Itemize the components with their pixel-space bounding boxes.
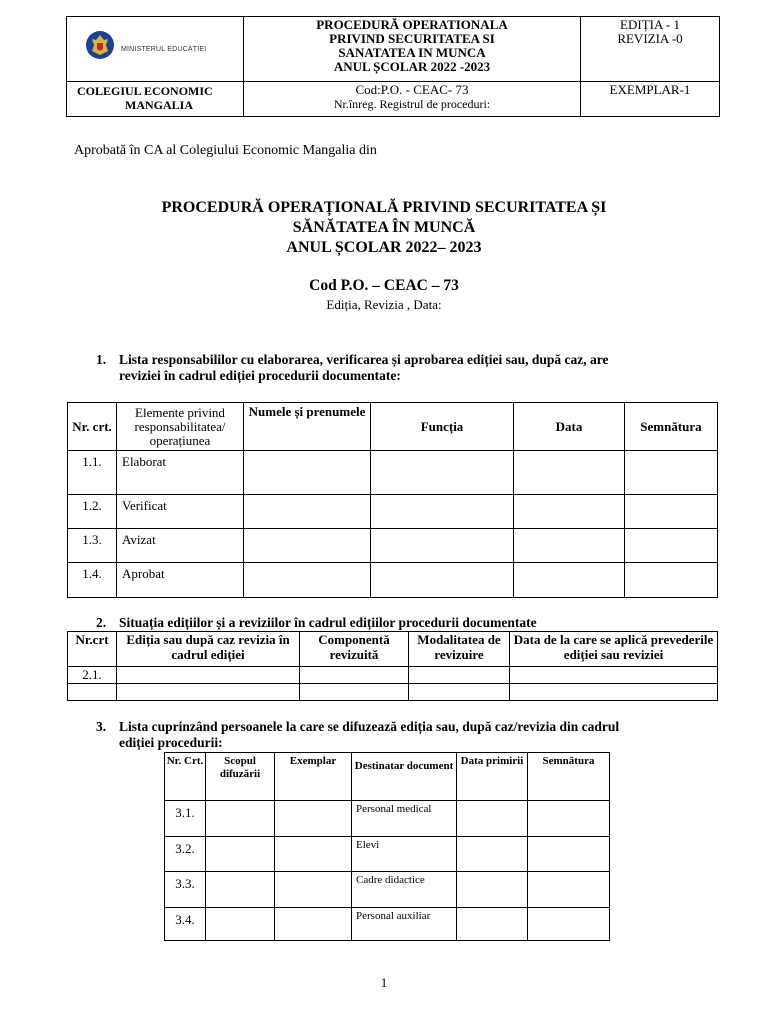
edition-cell bbox=[581, 17, 720, 82]
row-label: Elaborat bbox=[117, 451, 244, 495]
function-cell[interactable] bbox=[371, 563, 514, 598]
row-number bbox=[68, 684, 117, 701]
recipient-cell: Elevi bbox=[352, 837, 457, 872]
row-number: 2.1. bbox=[68, 667, 117, 684]
row-label: Avizat bbox=[117, 529, 244, 563]
copy-cell[interactable] bbox=[275, 872, 352, 908]
signature-cell[interactable] bbox=[625, 495, 718, 529]
table-row bbox=[165, 872, 610, 908]
document-title-line3: ANUL ȘCOLAR 2022– 2023 bbox=[286, 239, 482, 256]
row-number: 1.1. bbox=[68, 451, 117, 495]
col-semnatura: Semnătura bbox=[528, 753, 610, 801]
section1-heading bbox=[119, 352, 719, 384]
table-row bbox=[68, 451, 718, 495]
signature-cell[interactable] bbox=[625, 451, 718, 495]
table-row bbox=[165, 837, 610, 872]
responsibles-table bbox=[67, 402, 718, 598]
col-nume: Numele și prenumele bbox=[244, 403, 371, 451]
code-cell bbox=[244, 82, 581, 117]
function-cell[interactable] bbox=[371, 495, 514, 529]
table-row bbox=[68, 684, 718, 701]
col-data: Data bbox=[514, 403, 625, 451]
name-cell[interactable] bbox=[244, 563, 371, 598]
exemplar-cell bbox=[581, 82, 720, 117]
received-date-cell[interactable] bbox=[457, 837, 528, 872]
purpose-cell[interactable] bbox=[206, 872, 275, 908]
received-date-cell[interactable] bbox=[457, 872, 528, 908]
col-editia: Ediția sau după caz revizia în cadrul ediției bbox=[117, 632, 300, 667]
col-semnatura: Semnătura bbox=[625, 403, 718, 451]
signature-cell[interactable] bbox=[625, 529, 718, 563]
section3-heading bbox=[119, 719, 719, 751]
date-cell[interactable] bbox=[514, 451, 625, 495]
table-row bbox=[68, 529, 718, 563]
section1-heading-line: reviziei în cadrul ediției procedurii documentate: bbox=[119, 368, 401, 383]
row-label: Verificat bbox=[117, 495, 244, 529]
header-title-line: SANATATEA IN MUNCA bbox=[338, 45, 486, 60]
section1-number: 1. bbox=[96, 352, 107, 367]
copy-cell[interactable] bbox=[275, 801, 352, 837]
component-cell[interactable] bbox=[300, 684, 409, 701]
page-number: 1 bbox=[380, 975, 388, 990]
section2-number: 2. bbox=[96, 615, 107, 630]
school-name: COLEGIUL ECONOMIC bbox=[77, 84, 213, 98]
date-cell[interactable] bbox=[510, 667, 718, 684]
date-cell[interactable] bbox=[514, 563, 625, 598]
section3-number: 3. bbox=[96, 719, 107, 734]
col-componenta: Componentă revizuită bbox=[300, 632, 409, 667]
editions-table bbox=[67, 631, 718, 701]
col-scopul: Scopul difuzării bbox=[206, 753, 275, 801]
row-number: 3.1. bbox=[165, 801, 206, 837]
received-date-cell[interactable] bbox=[457, 801, 528, 837]
exemplar-label: EXEMPLAR-1 bbox=[609, 82, 691, 97]
revision-label: REVIZIA -0 bbox=[617, 31, 683, 46]
row-number: 1.2. bbox=[68, 495, 117, 529]
col-nr: Nr. crt. bbox=[68, 403, 117, 451]
col-nr: Nr. Crt. bbox=[165, 753, 206, 801]
school-cell bbox=[67, 82, 244, 117]
recipient-cell: Cadre didactice bbox=[352, 872, 457, 908]
row-number: 1.3. bbox=[68, 529, 117, 563]
method-cell[interactable] bbox=[409, 684, 510, 701]
signature-cell[interactable] bbox=[528, 908, 610, 941]
edition-cell[interactable] bbox=[117, 684, 300, 701]
header-table bbox=[66, 16, 720, 117]
header-title-line: ANUL ȘCOLAR 2022 -2023 bbox=[333, 59, 491, 74]
col-data-aplicare: Data de la care se aplică prevederile ediției sau reviziei bbox=[510, 632, 718, 667]
recipient-cell: Personal medical bbox=[352, 801, 457, 837]
purpose-cell[interactable] bbox=[206, 908, 275, 941]
approval-note: Aprobată în CA al Colegiului Economic Mangalia din bbox=[74, 143, 377, 158]
received-date-cell[interactable] bbox=[457, 908, 528, 941]
col-elemente: Elemente privind responsabilitatea/ operațiunea bbox=[117, 403, 244, 451]
col-nr: Nr.crt bbox=[68, 632, 117, 667]
date-cell[interactable] bbox=[510, 684, 718, 701]
registry-label: Nr.înreg. Registrul de proceduri: bbox=[333, 97, 491, 111]
col-functia: Funcția bbox=[371, 403, 514, 451]
recipient-cell: Personal auxiliar bbox=[352, 908, 457, 941]
section3-heading-line: Lista cuprinzând persoanele la care se difuzează ediția sau, după caz/revizia din cadrul bbox=[119, 719, 620, 734]
method-cell[interactable] bbox=[409, 667, 510, 684]
table-row bbox=[165, 801, 610, 837]
component-cell[interactable] bbox=[300, 667, 409, 684]
copy-cell[interactable] bbox=[275, 908, 352, 941]
col-exemplar: Exemplar bbox=[275, 753, 352, 801]
table-row bbox=[68, 495, 718, 529]
document-title-line2: SĂNĂTATEA ÎN MUNCĂ bbox=[292, 219, 476, 236]
table-row bbox=[165, 908, 610, 941]
name-cell[interactable] bbox=[244, 451, 371, 495]
document-title-line1: PROCEDURĂ OPERAȚIONALĂ PRIVIND SECURITATEA ȘI bbox=[161, 199, 607, 216]
edition-label: EDIȚIA - 1 bbox=[620, 17, 680, 32]
row-label: Aprobat bbox=[117, 563, 244, 598]
table-row bbox=[68, 667, 718, 684]
function-cell[interactable] bbox=[371, 529, 514, 563]
document-code: Cod P.O. – CEAC – 73 bbox=[309, 277, 459, 294]
distribution-table bbox=[164, 752, 610, 941]
name-cell[interactable] bbox=[244, 529, 371, 563]
date-cell[interactable] bbox=[514, 495, 625, 529]
signature-cell[interactable] bbox=[625, 563, 718, 598]
ministry-name: MINISTERUL EDUCAȚIEI bbox=[121, 46, 207, 53]
row-number: 3.2. bbox=[165, 837, 206, 872]
section2-heading: Situația edițiilor și a reviziilor în cadrul edițiilor procedurii documentate bbox=[119, 615, 537, 630]
edition-cell[interactable] bbox=[117, 667, 300, 684]
ministry-crest-icon bbox=[85, 30, 115, 60]
signature-cell[interactable] bbox=[528, 801, 610, 837]
document-meta: Ediția, Revizia , Data: bbox=[326, 297, 442, 312]
purpose-cell[interactable] bbox=[206, 837, 275, 872]
section3-heading-line: ediției procedurii: bbox=[119, 735, 223, 750]
name-cell[interactable] bbox=[244, 495, 371, 529]
header-title-line: PRIVIND SECURITATEA SI bbox=[329, 31, 495, 46]
table-row bbox=[68, 563, 718, 598]
col-modalitatea: Modalitatea de revizuire bbox=[409, 632, 510, 667]
row-number: 1.4. bbox=[68, 563, 117, 598]
row-number: 3.4. bbox=[165, 908, 206, 941]
signature-cell[interactable] bbox=[528, 872, 610, 908]
logo-cell bbox=[67, 17, 244, 82]
function-cell[interactable] bbox=[371, 451, 514, 495]
header-title bbox=[244, 17, 581, 82]
col-data-primirii: Data primirii bbox=[457, 753, 528, 801]
header-title-line: PROCEDURĂ OPERATIONALA bbox=[316, 17, 508, 32]
section1-heading-line: Lista responsabililor cu elaborarea, verificarea și aprobarea ediției sau, după caz, are bbox=[119, 352, 609, 367]
procedure-code: Cod:P.O. - CEAC- 73 bbox=[355, 82, 469, 97]
school-city: MANGALIA bbox=[125, 98, 193, 112]
purpose-cell[interactable] bbox=[206, 801, 275, 837]
date-cell[interactable] bbox=[514, 529, 625, 563]
col-destinatar: Destinatar document bbox=[352, 753, 457, 801]
row-number: 3.3. bbox=[165, 872, 206, 908]
copy-cell[interactable] bbox=[275, 837, 352, 872]
signature-cell[interactable] bbox=[528, 837, 610, 872]
